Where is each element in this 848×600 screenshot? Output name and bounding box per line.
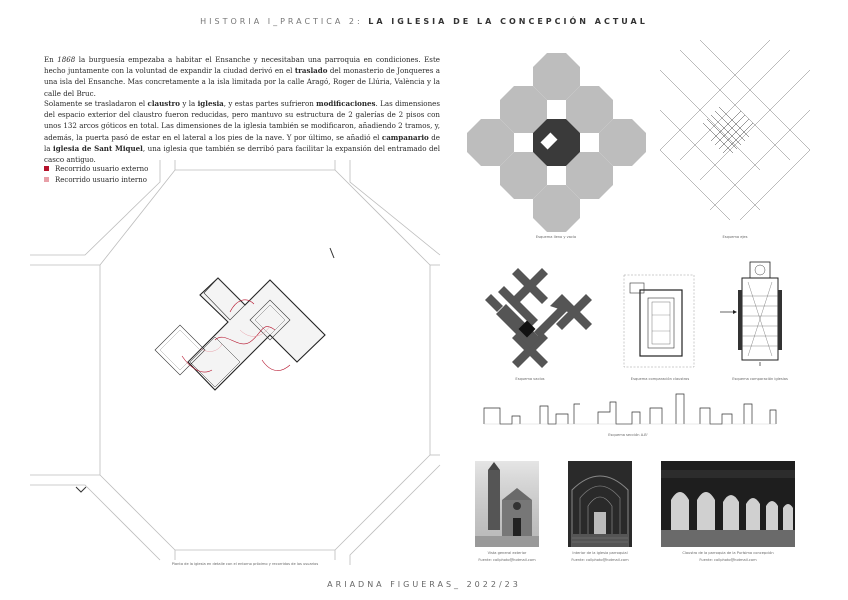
caption-iglesias: Esquema comparación iglesias <box>732 377 788 381</box>
church-footprint <box>188 278 325 390</box>
photo-interior <box>568 461 632 547</box>
chevron-down-icon <box>76 487 86 492</box>
p1-text-2: del monasterio de Jonqueres a una isla del Ensanche. Mas concretamente a la isla limitada por la calle Aragó, Roger de Llúria, València y la calle del Bruc. <box>44 66 440 98</box>
diagram-ejes <box>660 40 810 220</box>
caption-claustros: Esquema comparación claustros <box>630 377 690 381</box>
caption-main-plan: Planta de la iglesia en detalle con el entorno próximo y recorridos de los usuarios <box>171 562 319 566</box>
p1-text-1: la burguesía empezaba a habitar el Ensanche y necesitaban una parroquia en condiciones. Este hecho juntamente con la voluntad de expandir la ciudad derivó en el <box>44 55 440 76</box>
diagram-seccion <box>484 394 776 424</box>
diagram-vacios <box>485 268 592 368</box>
p2-bold-1: claustro <box>147 99 181 108</box>
header-prefix: HISTORIA I_PRACTICA 2: <box>200 17 369 26</box>
header-title: LA IGLESIA DE LA CONCEPCIÓN ACTUAL <box>368 17 648 26</box>
caption-photo3-title: Claustro de la parroquia de la Purísima concepción <box>682 551 774 555</box>
p2-text-6: , una iglesia que también se derribó para facilitar la expansión del entramado del casco antiguo. <box>44 143 440 165</box>
p1-year: 1868 <box>57 55 76 64</box>
caption-photo1-source: Fuente: collphoto@hotmail.com <box>478 558 536 562</box>
caption-vacios: Esquema vacíos <box>515 377 545 381</box>
section-marker-icon <box>330 248 334 258</box>
caption-seccion: Esquema sección A-B' <box>608 433 648 437</box>
caption-ejes: Esquema ejes <box>722 235 748 239</box>
church-plan <box>155 278 325 390</box>
diagram-lleno-vacio <box>467 53 646 232</box>
caption-photo2-source: Fuente: collphoto@hotmail.com <box>571 558 629 562</box>
caption-photo1-title: Vista general exterior <box>487 551 527 555</box>
p2-bold-2: iglesia <box>197 99 224 108</box>
caption-photo2-title: Interior de la iglesia parroquial <box>572 551 628 555</box>
diagram-iglesias <box>720 262 782 366</box>
caption-photo3-source: Fuente: collphoto@hotmail.com <box>699 558 757 562</box>
caption-lleno-vacio: Esquema lleno y vacío <box>535 235 577 239</box>
p2-text-4: . Las dimensiones del espacio exterior del claustro fueron reducidas, pero mantuvo su estructura de 2 galerías de 2 pisos con unos 132 arcos góticos en total. Las dimensiones de la iglesia también se modificaron, añadiendo 2 tramos, y, además, la puerta pasó de estar en el lateral a los pies de la nave. Y por último, se añadió el <box>44 99 440 142</box>
p2-text-2: y la <box>180 99 198 108</box>
page-footer: ARIADNA FIGUERAS_ 2022/23 <box>327 580 521 589</box>
p2-bold-4: campanario <box>381 132 429 142</box>
p1-bold-1: traslado <box>294 66 328 76</box>
photo-cloister <box>661 461 795 547</box>
diagram-claustros <box>624 275 694 367</box>
p2-bold-3: modificaciones <box>316 99 376 108</box>
p1-lead: En <box>44 55 58 64</box>
p2-bold-5: iglesia de Sant Miquel <box>53 143 143 153</box>
main-block-outline <box>100 170 430 550</box>
legend-label-internal: Recorrido usuario interno <box>55 175 147 184</box>
p2-text-3: , y estas partes sufrieron <box>223 99 317 108</box>
p2-text-1: Solamente se trasladaron el <box>44 99 148 108</box>
photo-exterior <box>475 461 539 547</box>
p2-text-5: de la <box>44 132 440 153</box>
legend-label-external: Recorrido usuario externo <box>55 164 149 173</box>
ejes-church-lines <box>703 107 753 153</box>
